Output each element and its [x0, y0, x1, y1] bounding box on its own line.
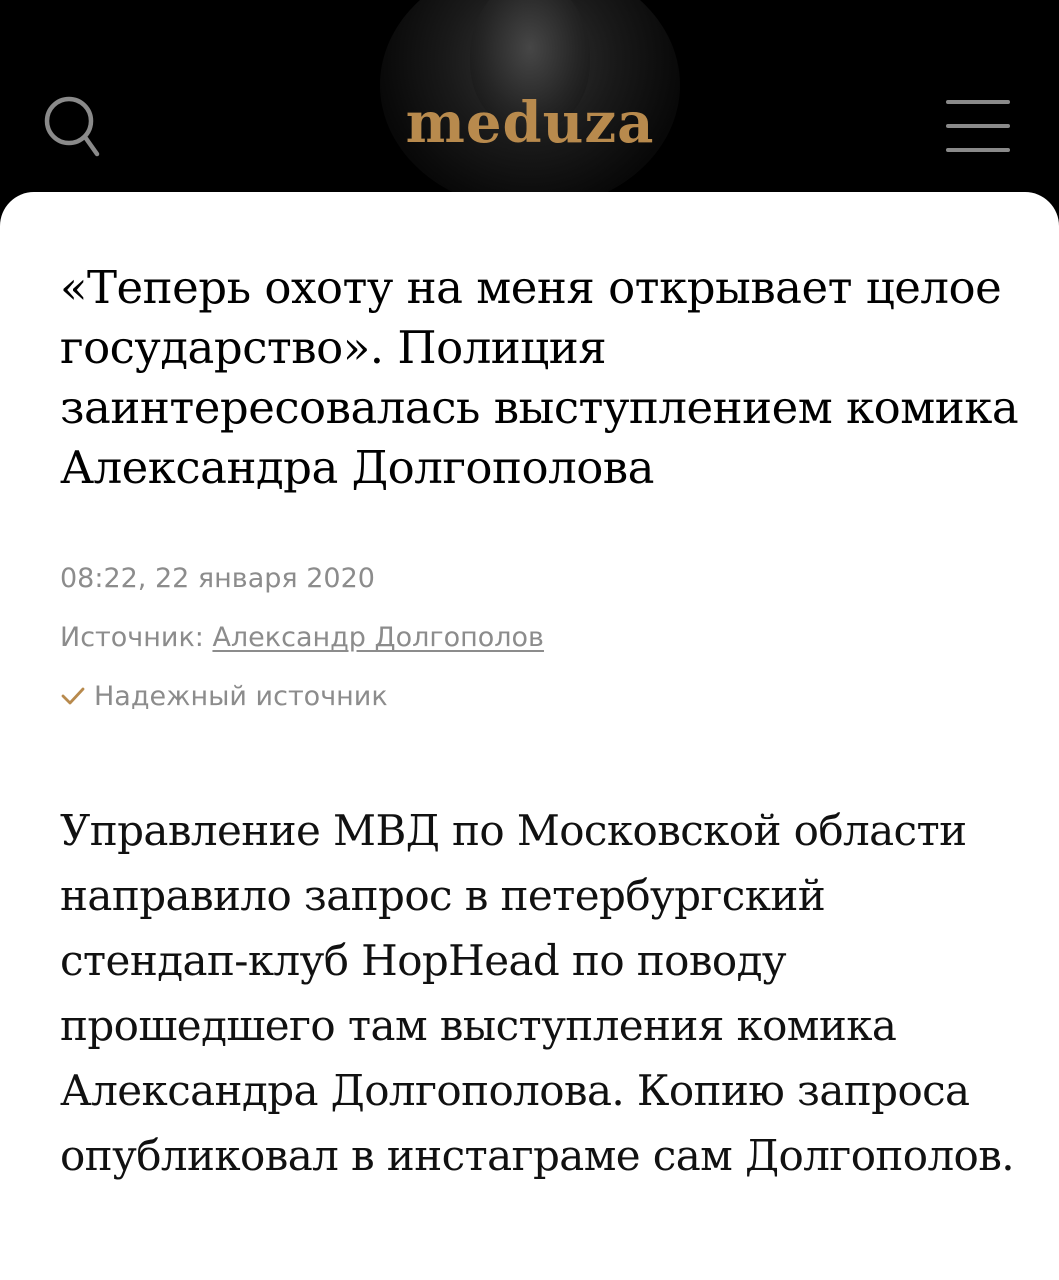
article-source [60, 622, 544, 653]
search-button[interactable] [40, 92, 110, 162]
article-date: 08:22, 22 января 2020 [60, 563, 375, 594]
article-body: Управление МВД по Московской области направило запрос в петербургский стендап-клуб HopHead по поводу прошедшего там выступления комика Александра Долгополова. Копию запроса опубликовал в инстаграме сам Долгополов. [60, 806, 1015, 1180]
search-icon [40, 92, 110, 162]
trusted-source-label: Надежный источник [94, 681, 388, 712]
trusted-source-badge [60, 681, 388, 712]
article-title: «Теперь охоту на меня открывает целое государство». Полиция заинтересовалась выступлением комика Александра Долгополова [60, 261, 1019, 494]
hamburger-menu-icon [946, 124, 1010, 128]
check-icon [60, 685, 86, 707]
menu-button[interactable] [946, 98, 1014, 158]
source-link[interactable]: Александр Долгополов [212, 622, 544, 653]
site-logo[interactable]: meduza [405, 90, 655, 156]
hamburger-menu-icon [946, 100, 1010, 104]
hamburger-menu-icon [946, 148, 1010, 152]
source-label: Источник: [60, 622, 204, 653]
